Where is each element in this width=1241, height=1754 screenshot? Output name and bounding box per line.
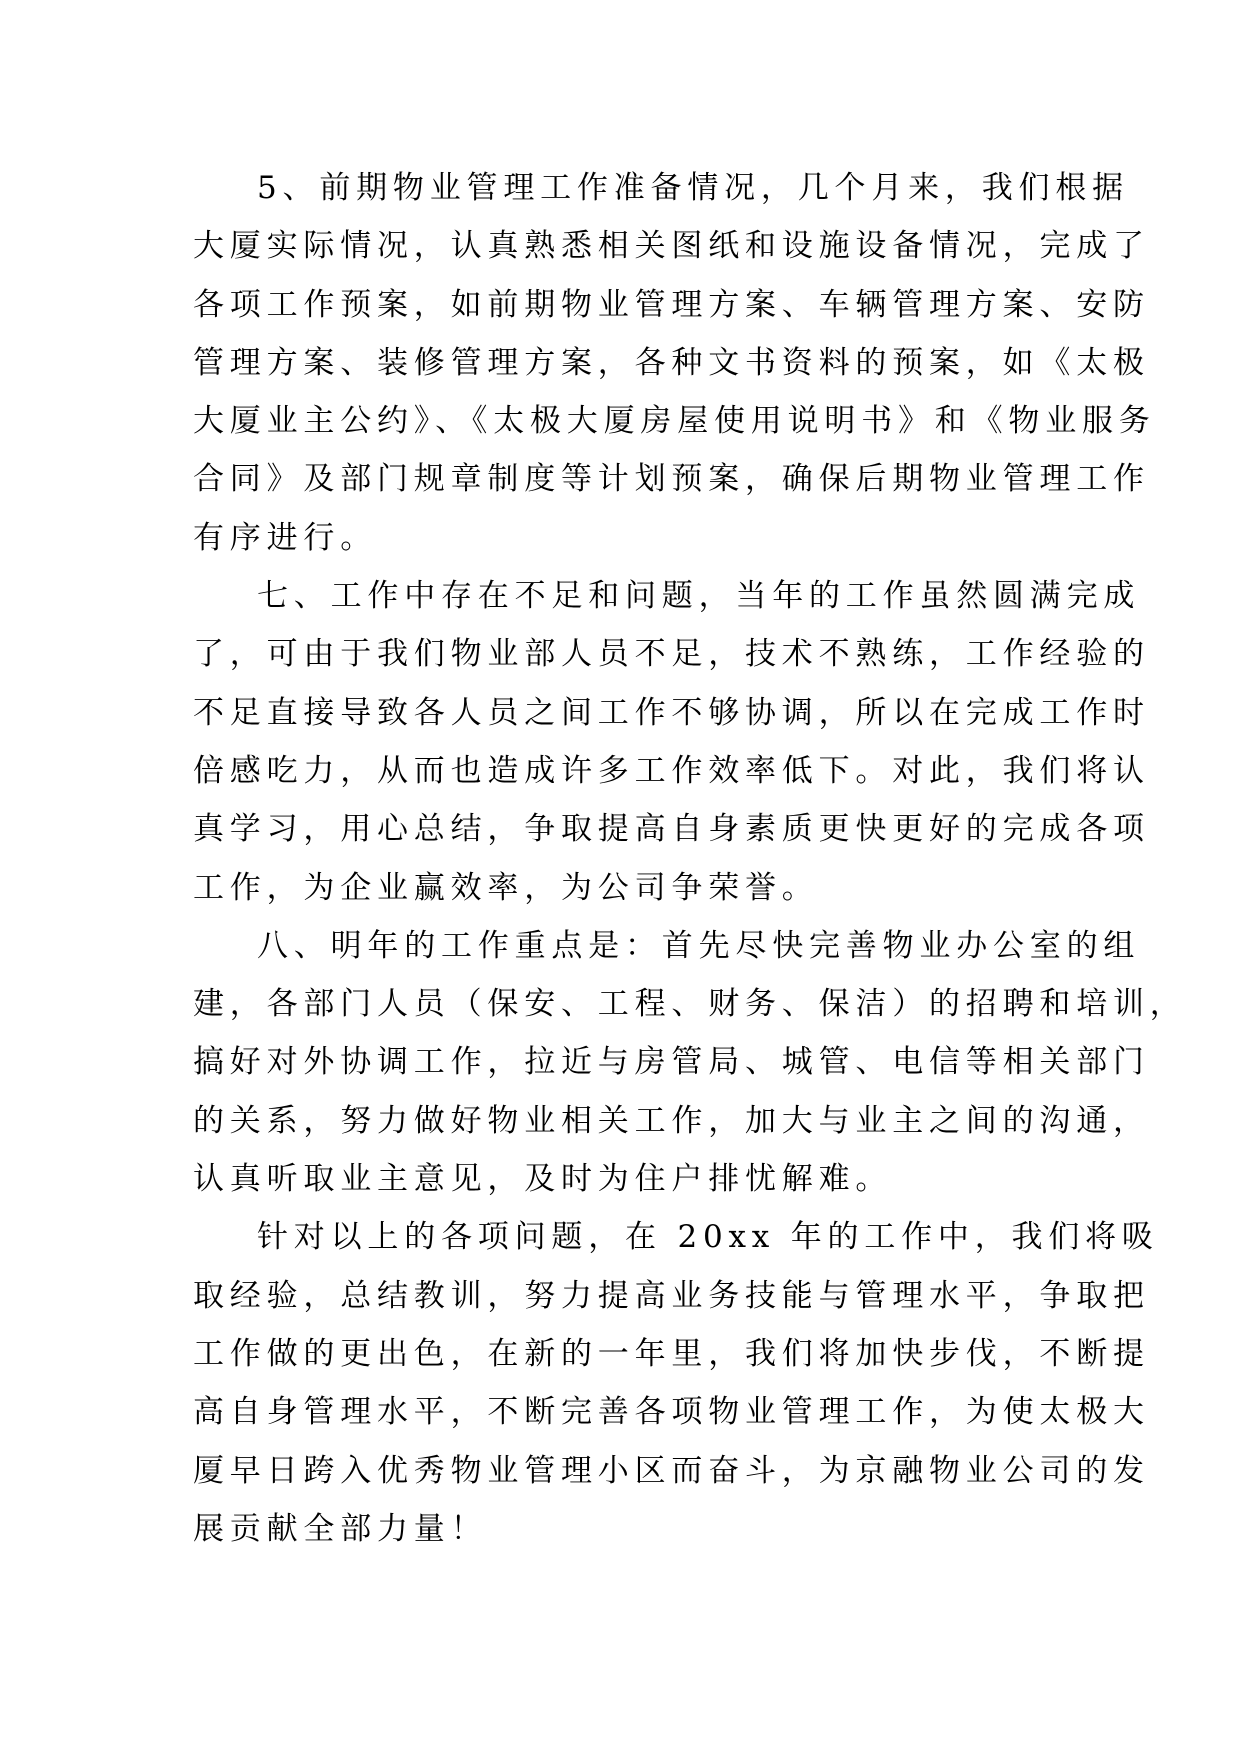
paragraph-line: 搞好对外协调工作，拉近与房管局、城管、电信等相关部门 [193,1044,1150,1081]
paragraph-line: 认真听取业主意见，及时为住户排忧解难。 [193,1161,893,1198]
paragraph-next-year-focus [193,917,1187,1208]
document-body [193,159,1187,1558]
paragraph-conclusion [193,1208,1159,1558]
paragraph-line: 高自身管理水平，不断完善各项物业管理工作，为使太极大 [193,1394,1150,1431]
paragraph-line: 管理方案、装修管理方案，各种文书资料的预案，如《太极 [193,344,1150,381]
paragraph-line: 倍感吃力，从而也造成许多工作效率低下。对此，我们将认 [193,752,1150,789]
paragraph-line: 大厦实际情况，认真熟悉相关图纸和设施设备情况，完成了 [193,228,1150,265]
paragraph-line: 各项工作预案，如前期物业管理方案、车辆管理方案、安防 [193,286,1150,323]
paragraph-line: 大厦业主公约》、《太极大厦房屋使用说明书》和《物业服务 [193,403,1156,440]
paragraph-line: 取经验，总结教训，努力提高业务技能与管理水平，争取把 [193,1277,1150,1314]
paragraph-line: 不足直接导致各人员之间工作不够协调，所以在完成工作时 [193,694,1150,731]
paragraph-line: 真学习，用心总结，争取提高自身素质更快更好的完成各项 [193,811,1150,848]
paragraph-line: 工作做的更出色，在新的一年里，我们将加快步伐，不断提 [193,1335,1150,1372]
paragraph-line: 七、工作中存在不足和问题，当年的工作虽然圆满完成 [257,578,1141,615]
paragraph-preparation [193,159,1156,567]
paragraph-line: 的关系，努力做好物业相关工作，加大与业主之间的沟通， [193,1102,1150,1139]
paragraph-line: 了，可由于我们物业部人员不足，技术不熟练，工作经验的 [193,636,1150,673]
paragraph-shortcomings [193,567,1150,917]
paragraph-line: 建，各部门人员（保安、工程、财务、保洁）的招聘和培训， [193,986,1187,1023]
paragraph-line: 八、明年的工作重点是：首先尽快完善物业办公室的组 [257,927,1141,964]
paragraph-line: 厦早日跨入优秀物业管理小区而奋斗，为京融物业公司的发 [193,1452,1150,1489]
paragraph-line: 展贡献全部力量！ [193,1510,488,1547]
paragraph-line: 5、前期物业管理工作准备情况，几个月来，我们根据 [257,170,1129,206]
paragraph-line: 有序进行。 [193,519,377,556]
paragraph-line: 合同》及部门规章制度等计划预案，确保后期物业管理工作 [193,461,1150,498]
paragraph-line: 工作，为企业赢效率，为公司争荣誉。 [193,869,819,906]
paragraph-line: 针对以上的各项问题，在 20xx 年的工作中，我们将吸 [257,1219,1159,1256]
